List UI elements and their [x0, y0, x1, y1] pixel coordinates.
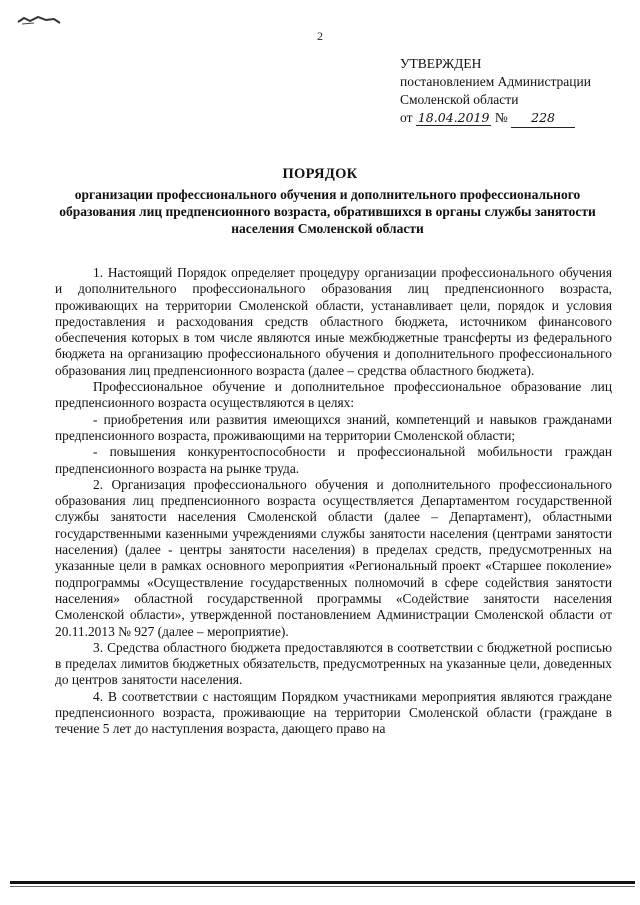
approval-date-line	[400, 109, 632, 128]
document-title: ПОРЯДОК	[282, 166, 358, 182]
paragraph-goals: Профессиональное обучение и дополнительное профессиональное образование лиц предпенсионного возраста осуществляются в целях:	[55, 379, 612, 411]
paragraph-3: 3. Средства областного бюджета предоставляются в соответствии с бюджетной росписью в пределах лимитов бюджетных обязательств, предусмотренных на указанные цели, доведенных до центров занятости населения.	[55, 639, 612, 688]
scan-bottom-edge-shadow	[10, 886, 635, 887]
list-item-acquisition: - приобретения или развития имеющихся знаний, компетенций и навыков гражданами предпенсионного возраста, проживающими на территории Смоленской области;	[55, 411, 612, 443]
approval-line-resolution: постановлением Администрации	[400, 74, 591, 89]
handwritten-date: 18.04.2019	[417, 110, 490, 125]
approval-block	[400, 55, 632, 128]
number-prefix: №	[494, 110, 508, 125]
paragraph-1: 1. Настоящий Порядок определяет процедуру организации профессионального обучения и дополнительного профессионального образования лиц предпенсионного возраста, проживающих на территории Смоленской области, устанавливает цели, порядок и условия предоставления и расходования средств областного бюджета, источником финансового обеспечения которых в том числе являются иные межбюджетные трансферты из федерального бюджета на организацию профессионального обучения и дополнительного профессионального образования лиц предпенсионного возраста (далее – средства областного бюджета).	[55, 265, 612, 378]
scan-bottom-edge	[10, 881, 635, 884]
document-body	[55, 265, 612, 738]
approval-line-region: Смоленской области	[400, 92, 519, 107]
handwritten-number: 228	[511, 109, 575, 128]
list-item-competitiveness: - повышения конкурентоспособности и профессиональной мобильности граждан предпенсионного возраста на рынке труда.	[55, 444, 612, 476]
date-prefix: от	[400, 110, 413, 125]
document-subtitle: организации профессионального обучения и дополнительного профессионального образования лиц предпенсионного возраста, обратившихся в органы службы занятости населения Смоленской области	[59, 187, 596, 236]
paragraph-4: 4. В соответствии с настоящим Порядком участниками мероприятия являются граждане предпенсионного возраста, проживающие на территории Смоленской области (граждане в течение 5 лет до наступления возраста, дающего право на	[55, 688, 612, 737]
paragraph-2: 2. Организация профессионального обучения и дополнительного профессионального образования лиц предпенсионного возраста осуществляется Департаментом государственной службы занятости населения Смоленской области (далее – Департамент), областными государственными казенными учреждениями службы занятости населения (центрами занятости населения) (далее - центры занятости населения) в пределах средств, предусмотренных на указанные цели в рамках основного мероприятия «Региональный проект «Старшее поколение» подпрограммы «Осуществление государственных полномочий в сфере содействия занятости населения» областной государственной программы «Содействие занятости населения Смоленской области», утвержденной постановлением Администрации Смоленской области от 20.11.2013 № 927 (далее – мероприятие).	[55, 476, 612, 639]
approval-heading: УТВЕРЖДЕН	[400, 56, 482, 71]
page-number: 2	[317, 29, 323, 43]
